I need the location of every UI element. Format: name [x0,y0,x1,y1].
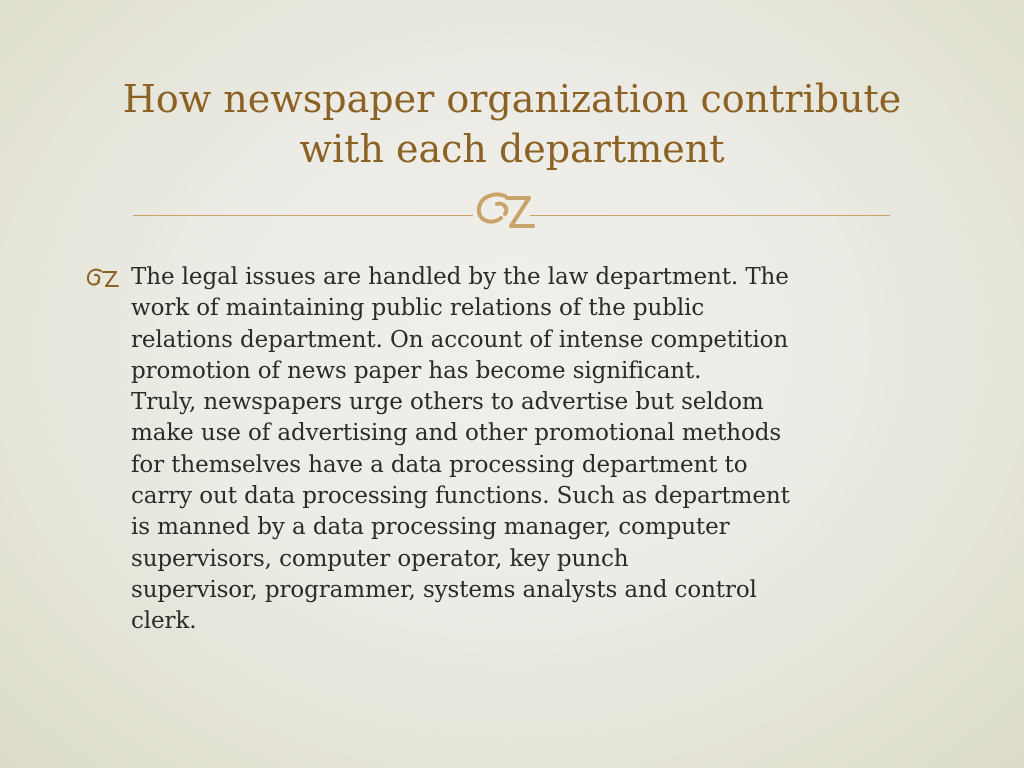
body-line: carry out data processing functions. Such as department [131,483,790,510]
body-line: relations department. On account of intense competition [131,326,789,353]
slide-title [70,74,954,174]
title-divider [133,190,890,230]
body-content [86,262,946,638]
ornament-flourish-icon [467,188,547,232]
body-line: Truly, newspapers urge others to advertise but seldom [131,389,764,416]
body-line: promotion of news paper has become significant. [131,357,702,384]
body-line: The legal issues are handled by the law department. The [131,264,789,290]
ornament-bullet-icon [86,266,120,290]
divider-line-left [133,215,473,216]
body-line: is manned by a data processing manager, computer [131,514,730,541]
body-line: clerk. [131,608,197,635]
body-line: supervisors, computer operator, key punch [131,545,629,572]
body-paragraph [131,262,946,638]
body-line: make use of advertising and other promotional methods [131,420,782,447]
body-line: supervisor, programmer, systems analysts and control [131,576,757,603]
body-line: work of maintaining public relations of the public [131,295,705,322]
divider-line-right [530,215,890,216]
title-line-2: with each department [299,127,725,171]
body-line: for themselves have a data processing department to [131,451,748,478]
title-line-1: How newspaper organization contribute [122,77,902,121]
